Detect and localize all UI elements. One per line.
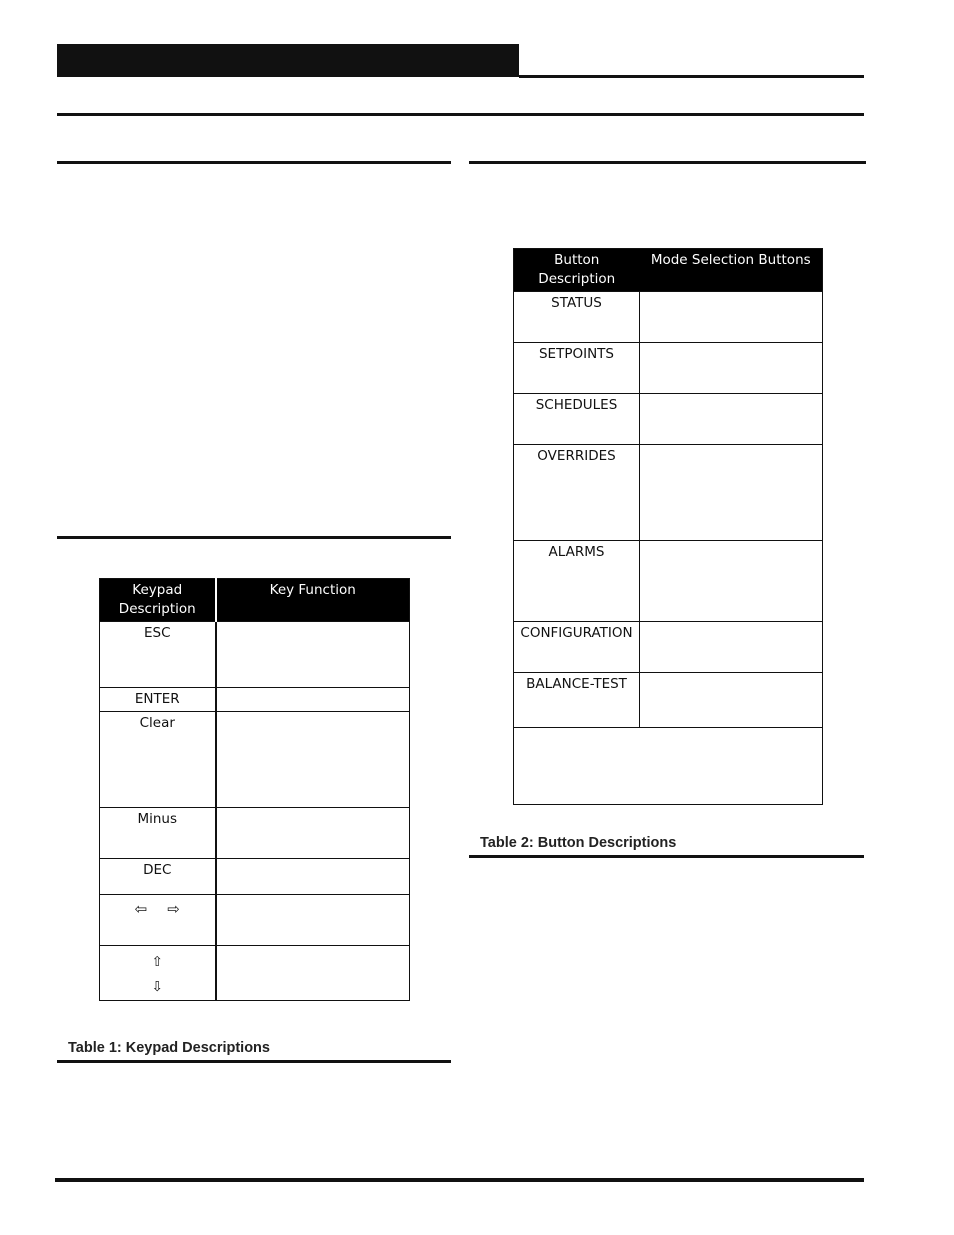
table-row [514, 541, 823, 622]
table-row [100, 859, 410, 895]
left-section-rule [57, 161, 451, 164]
right-arrow-icon: ⇨ [167, 900, 180, 918]
down-arrow-icon: ⇩ [151, 979, 163, 995]
button-label: STATUS [514, 292, 640, 343]
table2-caption: Table 2: Button Descriptions [480, 835, 677, 851]
key-function [216, 688, 410, 712]
table-row [100, 808, 410, 859]
table-row [100, 688, 410, 712]
button-label: SETPOINTS [514, 343, 640, 394]
key-function [216, 622, 410, 688]
table-row [514, 445, 823, 541]
table-row [514, 622, 823, 673]
key-label: Clear [100, 712, 216, 808]
button-header-mode: Mode Selection Buttons [640, 249, 823, 292]
button-function [640, 673, 823, 728]
key-label: ESC [100, 622, 216, 688]
key-function [216, 859, 410, 895]
button-function [640, 622, 823, 673]
top-rule [57, 113, 864, 116]
key-label [100, 946, 216, 1001]
key-function [216, 808, 410, 859]
key-function [216, 946, 410, 1001]
keypad-table [99, 578, 410, 1001]
table-row [100, 895, 410, 946]
header-bar [57, 44, 519, 77]
key-function [216, 712, 410, 808]
button-label: ALARMS [514, 541, 640, 622]
table-row [514, 292, 823, 343]
key-label: DEC [100, 859, 216, 895]
button-function [640, 394, 823, 445]
table-row [100, 712, 410, 808]
footer-rule [55, 1178, 864, 1182]
keypad-section-rule [57, 536, 451, 539]
table2-caption-rule [469, 855, 864, 858]
key-function [216, 895, 410, 946]
header-rule [519, 75, 864, 78]
keypad-header-function: Key Function [216, 579, 410, 622]
keypad-header-description: Keypad Description [100, 579, 216, 622]
button-label: BALANCE-TEST [514, 673, 640, 728]
button-label: OVERRIDES [514, 445, 640, 541]
table-row [514, 673, 823, 728]
table-footer-note [514, 728, 823, 805]
table-row [514, 394, 823, 445]
table1-caption: Table 1: Keypad Descriptions [68, 1040, 270, 1056]
table-footer-row [514, 728, 823, 805]
button-label: SCHEDULES [514, 394, 640, 445]
key-label: Minus [100, 808, 216, 859]
table-row [100, 622, 410, 688]
table1-caption-rule [57, 1060, 451, 1063]
key-label: ENTER [100, 688, 216, 712]
button-table [513, 248, 823, 805]
left-arrow-icon: ⇦ [134, 900, 148, 918]
button-function [640, 343, 823, 394]
right-section-rule [469, 161, 866, 164]
button-function [640, 541, 823, 622]
button-label: CONFIGURATION [514, 622, 640, 673]
key-label [100, 895, 216, 946]
button-function [640, 445, 823, 541]
button-header-description: Button Description [514, 249, 640, 292]
table-row [514, 343, 823, 394]
table-row [100, 946, 410, 1001]
button-function [640, 292, 823, 343]
up-arrow-icon: ⇧ [151, 954, 163, 970]
